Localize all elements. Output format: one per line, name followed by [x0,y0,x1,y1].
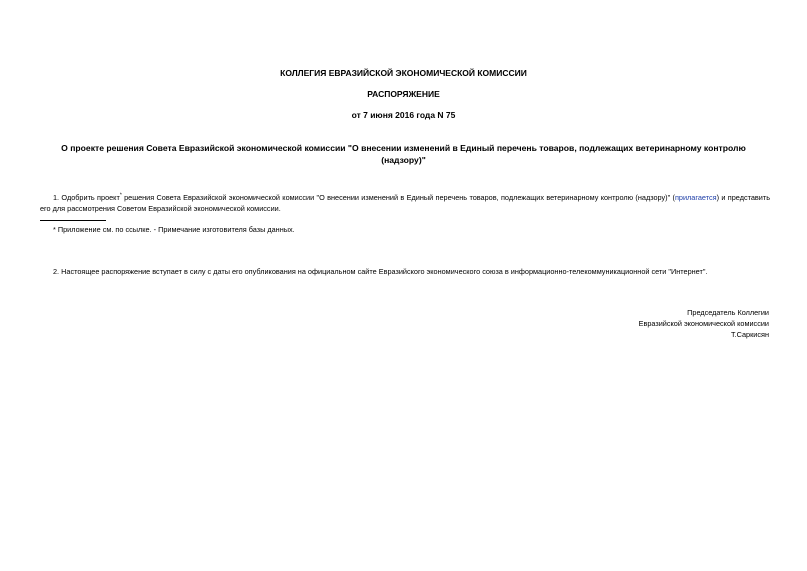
footnote-mark: * [119,192,122,199]
signature-name: Т.Саркисян [730,330,769,339]
paragraph-1-start: 1. Одобрить проект [53,193,120,202]
footnote-text: * Приложение см. по ссылке. - Примечание изготовителя базы данных. [53,225,295,234]
appendix-link[interactable]: прилагается [674,193,717,202]
paragraph-2: 2. Настоящее распоряжение вступает в силу с даты его опубликования на официальном сайте Евразийского экономического союза в информационно-телекоммуникационной сети "Интернет". [53,267,708,276]
document-date: от 7 июня 2016 года N 75 [351,110,456,120]
paragraph-1-end: ) и представить его для рассмотрения Советом Евразийской экономической комиссии. [40,193,771,213]
signature-organization: Евразийской экономической комиссии [638,319,769,328]
paragraph-1 [40,192,770,214]
signature-position: Председатель Коллегии [687,308,769,317]
organization-heading: КОЛЛЕГИЯ ЕВРАЗИЙСКОЙ ЭКОНОМИЧЕСКОЙ КОМИССИИ [280,68,527,78]
document-type-heading: РАСПОРЯЖЕНИЕ [367,89,440,99]
document-title: О проекте решения Совета Евразийской экономической комиссии "О внесении изменений в Единый перечень товаров, подлежащих ветеринарному контролю (надзору)" [61,143,746,165]
footnote-divider [40,220,106,221]
paragraph-1-middle: решения Совета Евразийской экономической комиссии "О внесении изменений в Единый перечень товаров, подлежащих ветеринарному контролю (надзору)" ( [121,193,675,202]
